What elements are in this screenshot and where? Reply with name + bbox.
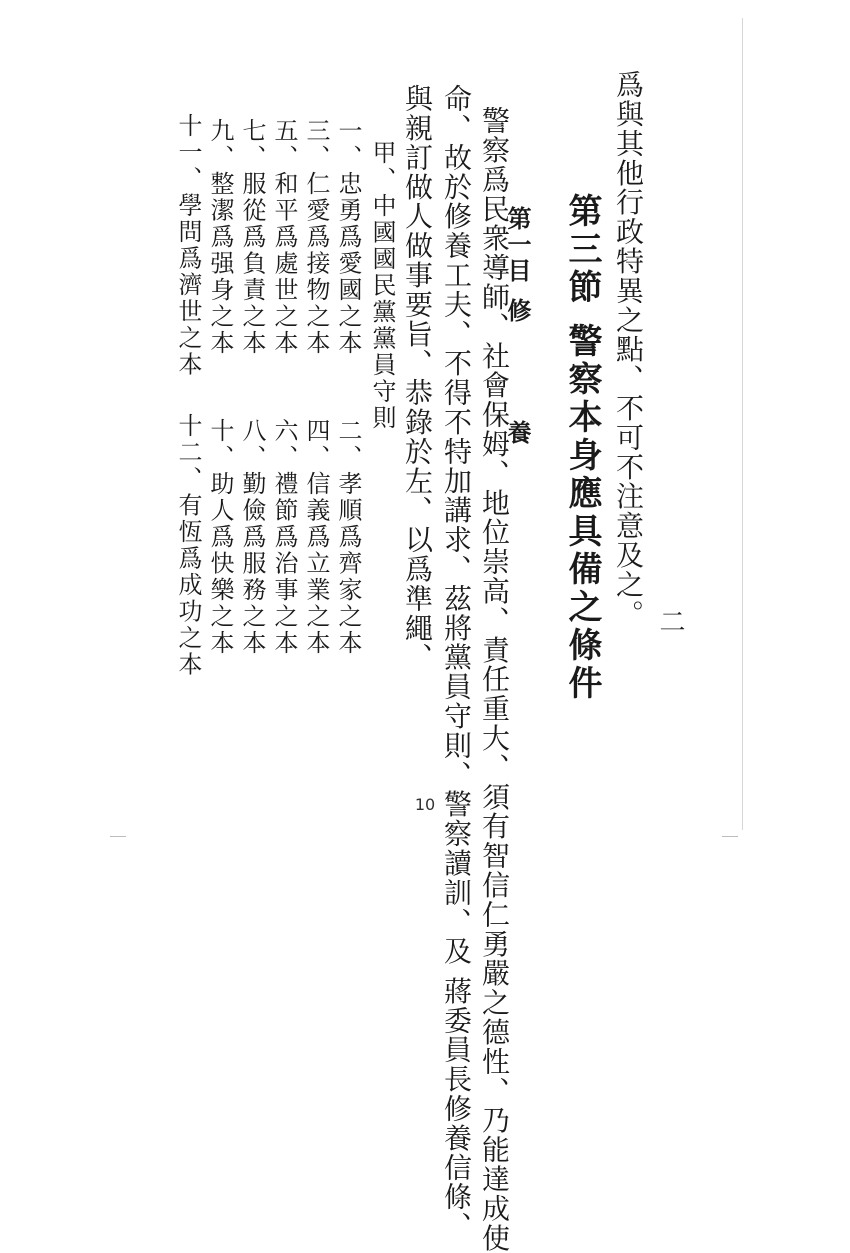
rule-item-12: 十二、有恆爲成功之本 [174,413,202,678]
subsection-prefix: 第一目 [503,206,532,284]
rule-item-2: 二、孝順爲齊家之本 [334,418,362,657]
rule-item-6: 六、禮節爲治事之本 [270,418,298,657]
rule-item-1: 一、忠勇爲愛國之本 [334,118,362,357]
crop-mark-bottom-right [722,836,738,837]
document-page [60,18,743,1253]
rule-item-3: 三、仁愛爲接物之本 [302,118,330,357]
rule-item-10: 十、助人爲快樂之本 [206,418,234,657]
rule-item-8: 八、勤儉爲服務之本 [238,418,266,657]
section-heading: 第三節 警察本身應具備之條件 [562,193,602,703]
paragraph-line-2: 命、故於修養工夫、不得不特加講求、茲將黨員守則、警察讀訓、及 蔣委員長修養信條、 [440,84,473,1241]
rule-item-9: 九、整潔爲强身之本 [206,118,234,357]
rule-item-7: 七、服從爲負責之本 [238,118,266,357]
paragraph-line-1: 警察爲民衆導師、社會保姆、地位崇高、責任重大、須有智信仁勇嚴之德性、乃能達成使 [478,106,511,1253]
crop-mark-bottom-left [110,836,126,837]
subsection-title: 修養 [503,298,532,542]
rule-item-5: 五、和平爲處世之本 [270,118,298,357]
page-number: 10 [414,795,436,814]
rules-heading: 甲、中國國民黨黨員守則 [368,140,396,432]
paragraph-line-3: 與親訂做人做事要旨、恭錄於左、以爲準繩、 [401,84,434,672]
intro-line: 爲與其他行政特異之點、不可不注意及之。 [612,70,645,629]
rule-item-11: 十一、學問爲濟世之本 [174,113,202,378]
rule-item-4: 四、信義爲立業之本 [302,418,330,657]
side-section-number: 二 [655,608,685,634]
